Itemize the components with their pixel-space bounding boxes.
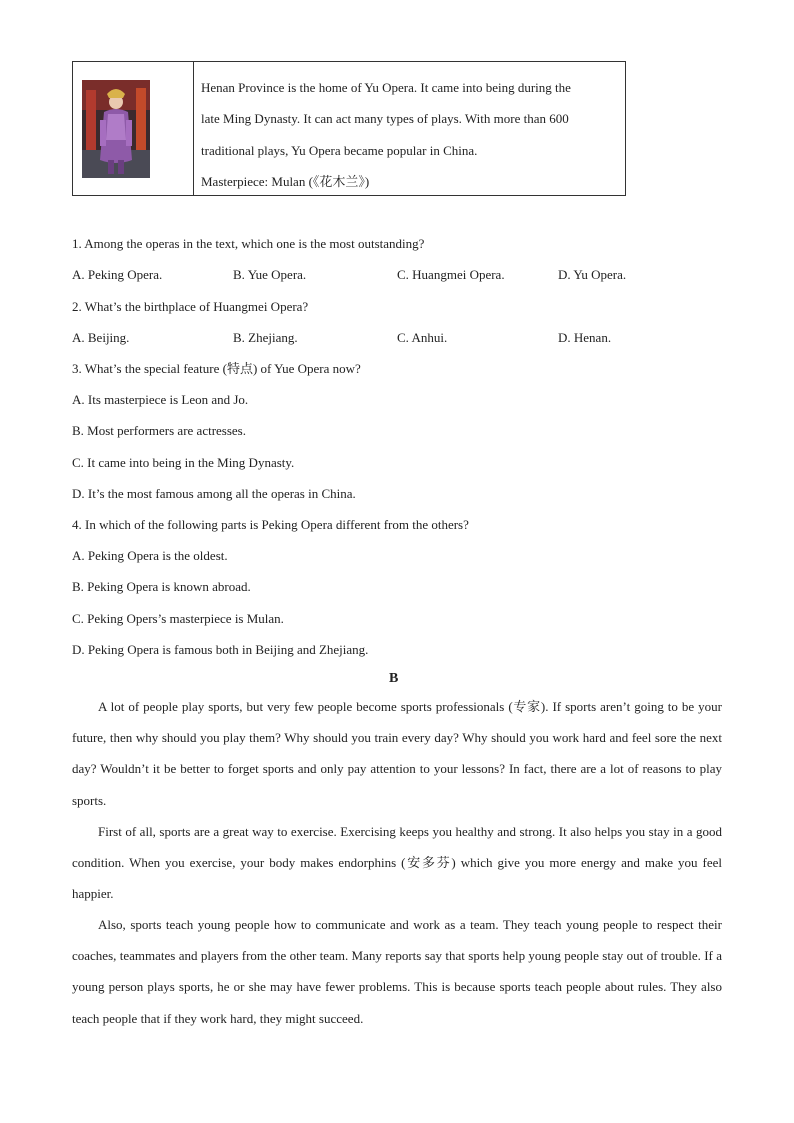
section-b-paragraph-1: A lot of people play sports, but very few people become sports professionals (专家). If sports aren’t going to be your future, then why should you play them? Why should you train every day? Why should you work hard and feel sore the next day? Wouldn’t it be better to forget sports and only pay attention to your lessons? In fact, there are a lot of reasons to play sports. — [72, 699, 722, 808]
question-3-stem: 3. What’s the special feature (特点) of Yue Opera now? — [72, 361, 361, 376]
table-column-divider — [193, 62, 194, 195]
table-line: traditional plays, Yu Opera became popular in China. — [201, 142, 478, 158]
question-1-option-b[interactable]: B. Yue Opera. — [233, 267, 307, 282]
question-4-option-d[interactable]: D. Peking Opera is famous both in Beijing and Zhejiang. — [72, 642, 369, 657]
question-2-option-d[interactable]: D. Henan. — [558, 330, 612, 345]
question-2-option-b[interactable]: B. Zhejiang. — [233, 330, 298, 345]
masterpiece-line: Masterpiece: Mulan (《花木兰》) — [201, 174, 370, 190]
question-3-option-c[interactable]: C. It came into being in the Ming Dynasty. — [72, 455, 295, 470]
yu-opera-table — [72, 61, 626, 196]
opera-performer-photo — [82, 80, 150, 178]
table-line: late Ming Dynasty. It can act many types of plays. With more than 600 — [201, 111, 569, 127]
question-4-stem: 4. In which of the following parts is Peking Opera different from the others? — [72, 517, 469, 532]
opera-performer-illustration — [82, 80, 150, 178]
question-3-option-b[interactable]: B. Most performers are actresses. — [72, 423, 246, 438]
question-3-option-a[interactable]: A. Its masterpiece is Leon and Jo. — [72, 392, 249, 407]
question-1-stem: 1. Among the operas in the text, which one is the most outstanding? — [72, 236, 425, 251]
section-b-heading: B — [389, 671, 399, 686]
question-1-option-a[interactable]: A. Peking Opera. — [72, 267, 163, 282]
section-b-paragraph-2: First of all, sports are a great way to exercise. Exercising keeps you healthy and strong. It also helps you stay in a good condition. When you exercise, your body makes endorphins (安多芬) which give you more energy and make you feel happier. — [72, 824, 722, 902]
section-b-paragraph-3: Also, sports teach young people how to communicate and work as a team. They teach young people to respect their coaches, teammates and players from the other team. Many reports say that sports help young people stay out of trouble. If a young person plays sports, he or she may have fewer problems. This is because sports teach people about rules. They also teach people that if they work hard, they might succeed. — [72, 917, 722, 1026]
question-3-option-d[interactable]: D. It’s the most famous among all the operas in China. — [72, 486, 356, 501]
question-1-option-c[interactable]: C. Huangmei Opera. — [397, 267, 505, 282]
question-1-option-d[interactable]: D. Yu Opera. — [558, 267, 627, 282]
question-4-option-a[interactable]: A. Peking Opera is the oldest. — [72, 548, 228, 563]
table-line: Henan Province is the home of Yu Opera. It came into being during the — [201, 80, 571, 95]
yu-opera-description — [201, 72, 621, 198]
question-2-option-c[interactable]: C. Anhui. — [397, 330, 448, 345]
question-4-option-b[interactable]: B. Peking Opera is known abroad. — [72, 579, 251, 594]
question-4-option-c[interactable]: C. Peking Opers’s masterpiece is Mulan. — [72, 611, 284, 626]
question-2-option-a[interactable]: A. Beijing. — [72, 330, 130, 345]
question-2-stem: 2. What’s the birthplace of Huangmei Opera? — [72, 299, 309, 314]
